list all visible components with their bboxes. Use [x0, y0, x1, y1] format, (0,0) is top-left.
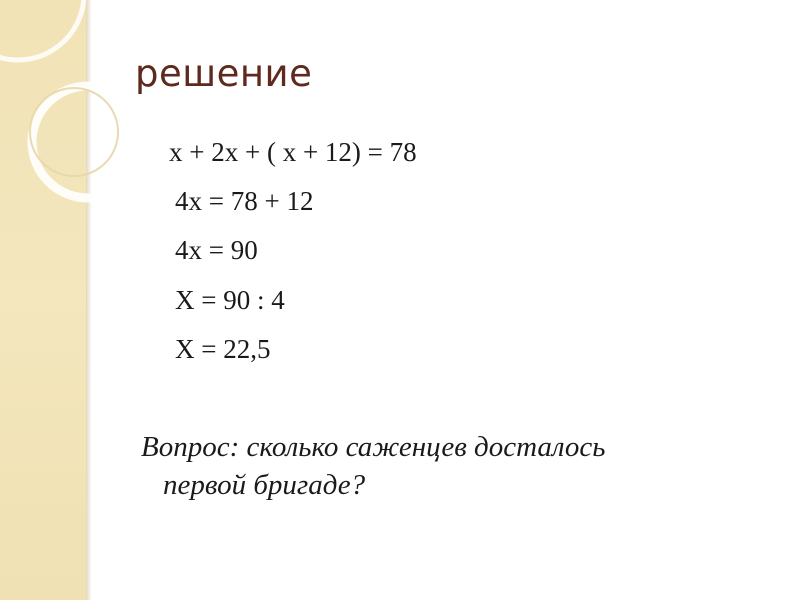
decorative-circle-large — [32, 86, 140, 198]
question-line-2: первой бригаде? — [163, 469, 366, 501]
equation-line-4: Х = 90 : 4 — [175, 285, 285, 315]
decorative-circle-inner — [30, 88, 118, 176]
slide-title: решение — [135, 52, 313, 95]
equation-line-5: Х = 22,5 — [175, 334, 271, 364]
decorative-circles — [0, 0, 140, 220]
question-line-1: Вопрос: сколько саженцев досталось — [141, 431, 606, 463]
question-text — [141, 428, 761, 504]
equation-line-1: х + 2х + ( х + 12) = 78 — [169, 137, 417, 167]
decorative-circle-top — [0, 0, 84, 60]
equation-line-3: 4х = 90 — [175, 235, 258, 265]
equation-line-2: 4х = 78 + 12 — [175, 186, 314, 216]
